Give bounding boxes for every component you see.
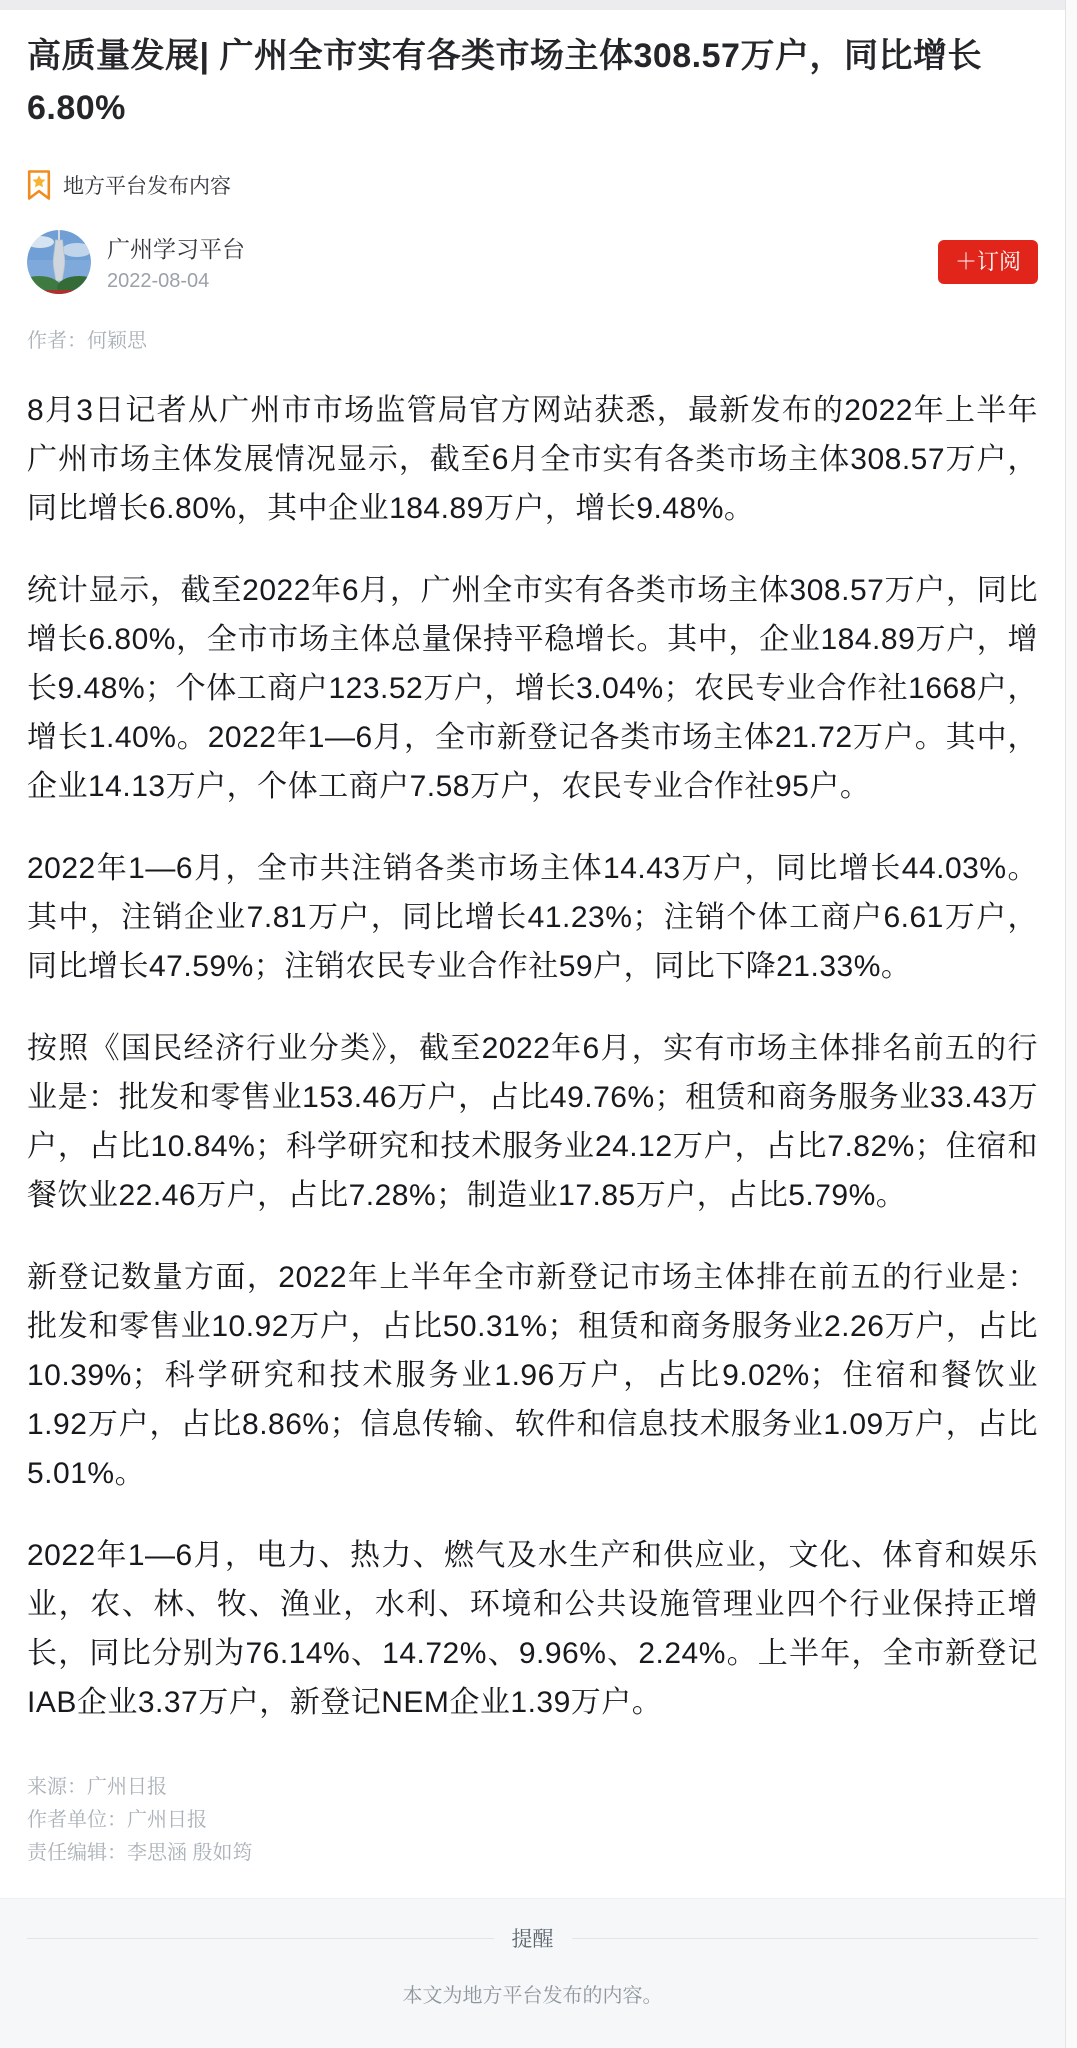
article-paragraph: 2022年1—6月，全市共注销各类市场主体14.43万户，同比增长44.03%。其中，注销企业7.81万户，同比增长41.23%；注销个体工商户6.61万户，同比增长47.59%；注销农民专业合作社59户，同比下降21.33%。	[27, 852, 1038, 983]
article-content	[0, 10, 1065, 1870]
article-paragraph: 统计显示，截至2022年6月，广州全市实有各类市场主体308.57万户，同比增长6.80%，全市市场主体总量保持平稳增长。其中，企业184.89万户，增长9.48%；个体工商户123.52万户，增长3.04%；农民专业合作社1668户，增长1.40%。2022年1—6月，全市新登记各类市场主体21.72万户。其中，企业14.13万户，个体工商户7.58万户，农民专业合作社95户。	[27, 574, 1038, 803]
platform-badge	[27, 170, 1038, 200]
publish-date: 2022-08-04	[107, 270, 210, 292]
divider-line	[27, 1938, 494, 1939]
reminder-header	[27, 1923, 1038, 1953]
author-line: 作者：何颖思	[27, 330, 147, 352]
publisher-info	[107, 231, 938, 293]
publisher-avatar[interactable]	[27, 230, 91, 294]
divider-line	[572, 1938, 1039, 1939]
article-body	[27, 386, 1038, 1727]
bookmark-star-icon	[27, 170, 51, 200]
article-title: 高质量发展| 广州全市实有各类市场主体308.57万户，同比增长6.80%	[27, 37, 982, 127]
badge-label: 地方平台发布内容	[63, 175, 231, 198]
reminder-text: 本文为地方平台发布的内容。	[402, 1985, 663, 2007]
article-paragraph: 8月3日记者从广州市市场监管局官方网站获悉，最新发布的2022年上半年广州市场主体发展情况显示，截至6月全市实有各类市场主体308.57万户，同比增长6.80%，其中企业184.89万户，增长9.48%。	[27, 394, 1038, 525]
publisher-name[interactable]: 广州学习平台	[107, 236, 245, 262]
article-meta	[27, 1771, 1038, 1870]
top-strip	[0, 0, 1065, 10]
subscribe-button[interactable]: ＋订阅	[938, 240, 1038, 284]
article-paragraph: 按照《国民经济行业分类》，截至2022年6月，实有市场主体排名前五的行业是：批发和零售业153.46万户，占比49.76%；租赁和商务服务业33.43万户，占比10.84%；科学研究和技术服务业24.12万户，占比7.82%；住宿和餐饮业22.46万户，占比7.28%；制造业17.85万户，占比5.79%。	[27, 1032, 1038, 1212]
article-paragraph: 2022年1—6月，电力、热力、燃气及水生产和供应业，文化、体育和娱乐业，农、林、牧、渔业，水利、环境和公共设施管理业四个行业保持正增长，同比分别为76.14%、14.72%、9.96%、2.24%。上半年，全市新登记IAB企业3.37万户，新登记NEM企业1.39万户。	[27, 1539, 1038, 1719]
reminder-title: 提醒	[511, 1928, 554, 1951]
publisher-card	[27, 230, 1038, 294]
article-paragraph: 新登记数量方面，2022年上半年全市新登记市场主体排在前五的行业是：批发和零售业10.92万户，占比50.31%；租赁和商务服务业2.26万户，占比10.39%；科学研究和技术服务业1.96万户，占比9.02%；住宿和餐饮业1.92万户，占比8.86%；信息传输、软件和信息技术服务业1.09万户，占比5.01%。	[27, 1261, 1038, 1490]
author-unit-line: 作者单位：广州日报	[27, 1809, 207, 1831]
source-line: 来源：广州日报	[27, 1776, 167, 1798]
editor-line: 责任编辑：李思涵 殷如筠	[27, 1842, 253, 1864]
